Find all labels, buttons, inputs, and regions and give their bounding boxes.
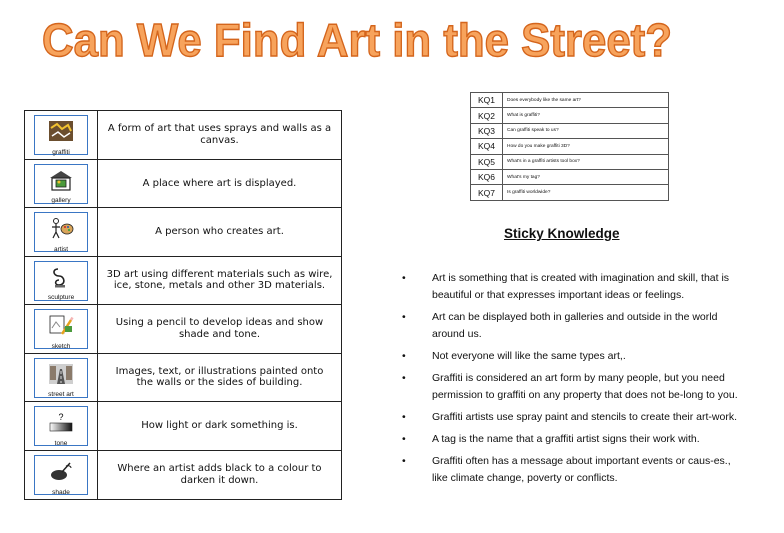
vocab-definition: 3D art using different materials such as wire, ice, stone, metals and other 3D materials. [106, 268, 333, 292]
kq-code: KQ1 [471, 93, 503, 108]
sticky-knowledge-heading: Sticky Knowledge [504, 226, 620, 241]
kq-question: What is graffiti? [503, 108, 669, 123]
bullet-icon: • [402, 311, 406, 323]
list-item [398, 431, 738, 448]
kq-row [471, 139, 669, 154]
kq-row [471, 93, 669, 108]
list-item-text: Art can be displayed both in galleries and outside in the world around us. [432, 311, 718, 340]
kq-question: Does everybody like the same art? [503, 93, 669, 108]
list-item-text: Graffiti often has a message about important events or caus-es., like climate change, poverty or conflicts. [432, 455, 731, 484]
bullet-icon: • [402, 372, 406, 384]
kq-code: KQ7 [471, 185, 503, 200]
bullet-icon: • [402, 272, 406, 284]
list-item-text: Graffiti is considered an art form by many people, but you need permission to graffiti on any property that does not be-long to you. [432, 372, 738, 401]
list-item-text: Art is something that is created with imagination and skill, that is beautiful or that expresses important ideas or feelings. [432, 272, 730, 301]
vocab-row [25, 402, 341, 451]
vocab-word: graffiti [52, 148, 70, 156]
list-item-text: Not everyone will like the same types art,. [432, 350, 626, 362]
vocab-row [25, 354, 341, 403]
kq-question: What's in a graffiti artists tool box? [503, 154, 669, 169]
vocab-definition: A form of art that uses sprays and walls as a canvas. [107, 123, 332, 146]
kq-code: KQ4 [471, 139, 503, 154]
vocab-word: sketch [51, 342, 71, 350]
svg-text:?: ? [58, 412, 64, 422]
vocab-definition: A place where art is displayed. [142, 177, 297, 189]
vocab-definition: Using a pencil to develop ideas and show shade and tone. [115, 317, 324, 340]
bullet-icon: • [402, 350, 406, 362]
kq-row [471, 108, 669, 123]
kq-row [471, 169, 669, 184]
kq-code: KQ3 [471, 123, 503, 138]
vocab-word: sculpture [47, 294, 75, 301]
vocab-row [25, 111, 341, 160]
bullet-icon: • [402, 455, 406, 467]
kq-question: What's my tag? [503, 169, 669, 184]
vocabulary-table [24, 110, 342, 500]
kq-row [471, 154, 669, 169]
kq-row [471, 123, 669, 138]
page-title [0, 0, 700, 70]
kq-question: Can graffiti speak to us? [503, 123, 669, 138]
vocab-word: gallery [51, 197, 71, 204]
list-item [398, 453, 738, 487]
list-item-text: A tag is the name that a graffiti artist signs their work with. [432, 433, 700, 445]
kq-code: KQ5 [471, 154, 503, 169]
vocab-word: street art [48, 391, 74, 398]
list-item [398, 370, 738, 404]
page-title-text: Can We Find Art in the Street? [42, 14, 672, 66]
list-item-text: Graffiti artists use spray paint and stencils to create their art-work. [432, 411, 738, 423]
vocab-word: shade [52, 489, 70, 496]
vocab-definition: Where an artist adds black to a colour to darken it down. [117, 463, 322, 486]
key-questions-table [470, 92, 669, 201]
list-item [398, 270, 738, 304]
vocab-definition: How light or dark something is. [141, 420, 298, 431]
list-item [398, 409, 738, 426]
kq-question: Is graffiti worldwide? [503, 185, 669, 200]
vocab-row [25, 160, 341, 209]
vocab-definition: Images, text, or illustrations painted onto the walls or the sides of building. [115, 365, 324, 389]
vocab-word: artist [53, 245, 69, 253]
bullet-icon: • [402, 411, 406, 423]
vocab-row [25, 257, 341, 306]
kq-code: KQ2 [471, 108, 503, 123]
vocab-row [25, 451, 341, 500]
bullet-icon: • [402, 433, 406, 445]
kq-question: How do you make graffiti 3D? [503, 139, 669, 154]
vocab-definition: A person who creates art. [155, 226, 284, 237]
vocab-row [25, 208, 341, 257]
kq-code: KQ6 [471, 169, 503, 184]
sticky-knowledge-list [398, 270, 738, 492]
vocab-row [25, 305, 341, 354]
vocab-word: tone [54, 439, 68, 447]
list-item [398, 348, 738, 365]
list-item [398, 309, 738, 343]
kq-row [471, 185, 669, 200]
